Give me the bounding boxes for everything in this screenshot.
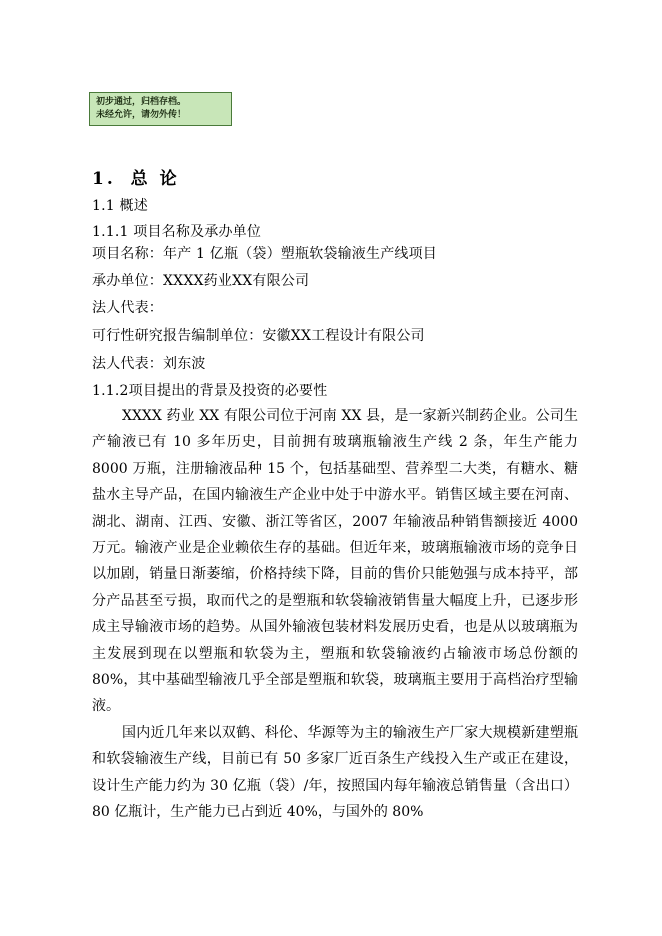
paragraph-1: XXXX 药业 XX 有限公司位于河南 XX 县，是一家新兴制药企业。公司生产输液已有 10 多年历史，目前拥有玻璃瓶输液生产线 2 条，年生产能力 8000 万瓶，注册输液品种 15 个，包括基础型、营养型二大类，有糖水、糖盐水主导产品，在国内输液生产企业中处于中游水平。销售区域主要在河南、湖北、湖南、江西、安徽、浙江等省区，2007 年输液品种销售额接近 4000万元。输液产业是企业赖依生存的基础。但近年来，玻璃瓶输液市场的竞争日以加剧，销量日渐萎缩，价格持续下降，目前的售价只能勉强与成本持平，部分产品甚至亏损，取而代之的是塑瓶和软袋输液销售量大幅度上升，已逐步形成主导输液市场的趋势。从国外输液包装材料发展历史看，也是从以玻璃瓶为主发展到现在以塑瓶和软袋为主，塑瓶和软袋输液约占输液市场总份额的 80%，其中基础型输液几乎全部是塑瓶和软袋，玻璃瓶主要用于高档治疗型输液。	[92, 408, 578, 715]
stamp-line-2: 未经允许，请勿外传！	[96, 110, 187, 120]
project-name: 项目名称：年产 1 亿瓶（袋）塑瓶软袋输液生产线项目	[92, 246, 438, 262]
legal-representative-1: 法人代表：	[92, 300, 163, 316]
report-unit: 可行性研究报告编制单位：安徽XX工程设计有限公司	[92, 328, 425, 344]
section-1-1-2: 1.1.2项目提出的背景及投资的必要性	[92, 383, 328, 399]
body-text	[92, 403, 578, 826]
host-unit: 承办单位：XXXX药业XX有限公司	[92, 273, 310, 289]
chapter-title: 总 论	[130, 169, 180, 189]
chapter-heading	[92, 164, 180, 189]
chapter-number: 1.	[92, 169, 116, 189]
confidential-stamp	[89, 92, 232, 126]
paragraph-2: 国内近几年来以双鹤、科伦、华源等为主的输液生产厂家大规模新建塑瓶和软袋输液生产线，目前已有 50 多家厂近百条生产线投入生产或正在建设，设计生产能力约为 30 亿瓶（袋）/年，按照国内每年输液总销售量（含出口）80 亿瓶计，生产能力已占到近 40%，与国外的 80%	[92, 724, 578, 821]
stamp-line-1: 初步通过，归档存档。	[96, 97, 187, 107]
section-1-1: 1.1 概述	[92, 198, 148, 214]
legal-representative-2: 法人代表：刘东波	[92, 356, 206, 372]
section-1-1-1: 1.1.1 项目名称及承办单位	[92, 224, 262, 240]
